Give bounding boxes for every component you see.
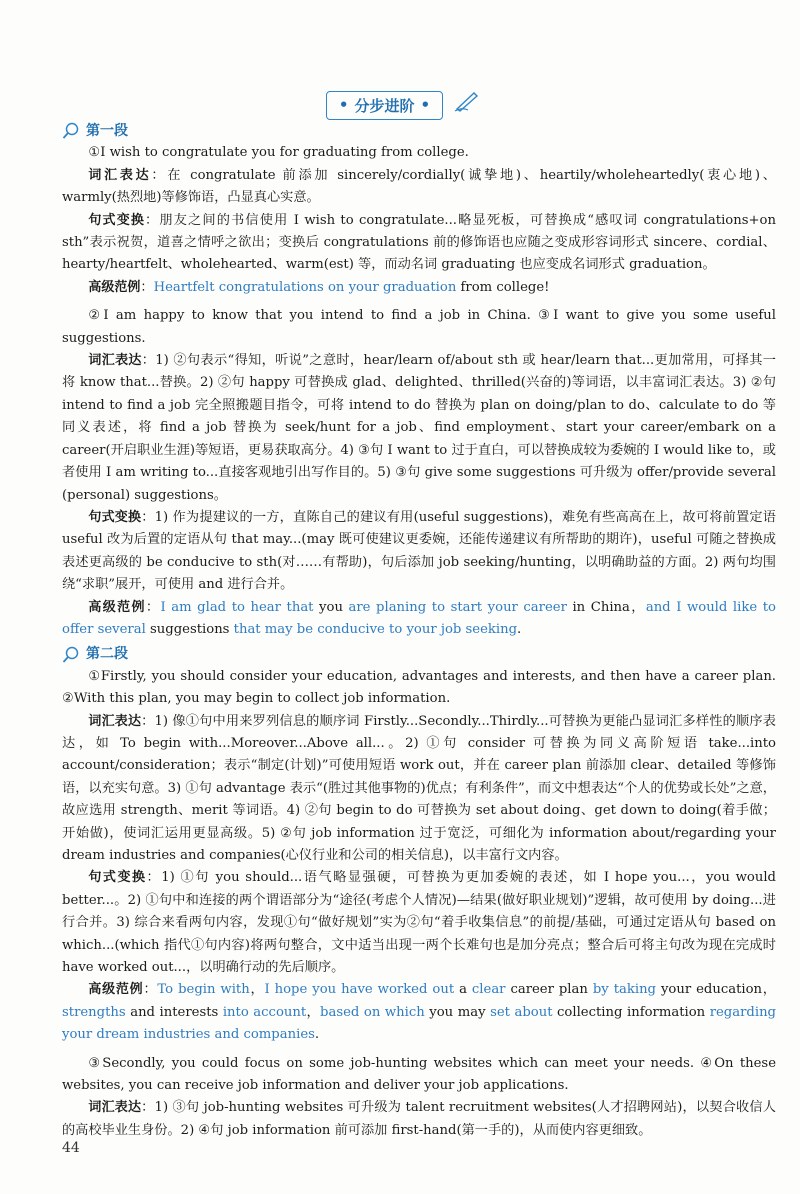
example-text: . [517, 621, 522, 637]
s2-example-1 [62, 979, 776, 1046]
syntax-label: 句式变换 [88, 212, 146, 228]
section-header [0, 88, 800, 120]
main-content [62, 118, 776, 1142]
s1-original-1: ①I wish to congratulate you for graduating from college. [88, 145, 469, 161]
s1-vocab-1 [62, 165, 776, 210]
magnifier-icon [62, 122, 80, 140]
s1-original-2: ②I am happy to know that you intend to find a job in China. ③I want to give you some useful suggestions. [62, 308, 776, 346]
example-highlight: I hope you have worked out [264, 982, 455, 998]
example-text: you may [424, 1004, 491, 1020]
example-highlight: are planing to start your career [348, 599, 567, 615]
example-text: you [313, 599, 349, 615]
section1-title: 第一段 [86, 123, 128, 139]
vocab-label: 词汇表达 [88, 713, 142, 729]
example-text: career plan [505, 982, 593, 998]
example-highlight: that may be conducive to your job seeking [233, 621, 518, 637]
example-text: ， [306, 1004, 321, 1020]
example-highlight: based on which [320, 1004, 425, 1020]
header-badge [326, 91, 443, 120]
example-label: 高级范例 [88, 599, 146, 615]
header-title: 分步进阶 [354, 96, 415, 115]
s1-vocab-2 [62, 350, 776, 507]
section1-heading [62, 120, 776, 142]
header-dot-left: • [338, 96, 349, 114]
vocab-text: ：1) 像①句中用来罗列信息的顺序词 Firstly...Secondly...Thirdly...可替换为更能凸显词汇多样性的顺序表达，如 To begin with...Moreover...Above all...。2) ①句 consider 可替换为同义高阶短语 take...into account/consideration；表示“制定(计划)”可使用短语 work out，并在 career plan 前添加 clear、detailed 等修饰语，以充实句意。3) ①句 advantage 表示“(胜过其他事物的)优点；有利条件”，而文中想表达“个人的优势或长处”之意，故应选用 strength、merit 等词语。4) ②句 begin to do 可替换为 set about doing、get down to doing(着手做；开始做)，使词汇运用更显高级。5) ②句 job information 过于宽泛，可细化为 information about/regarding your dream industries and companies(心仪行业和公司的相关信息)，以丰富行文内容。 [62, 713, 776, 863]
example-text: ： [143, 982, 158, 998]
s1-syntax-1 [62, 210, 776, 277]
example-text: ， [249, 982, 265, 998]
pen-icon [454, 90, 480, 112]
example-label: 高级范例 [88, 279, 141, 295]
example-text: and interests [125, 1004, 223, 1020]
syntax-text: ：1) ①句 you should...语气略显强硬，可替换为更加委婉的表述，如 I hope you...，you would better...。2) ①句中和连接的两个谓语部分为“途径(考虑个人情况)—结果(做好职业规划)”逻辑，故可使用 by doing...进行合并。3) 综合来看两句内容，发现①句“做好规划”实为②句“着手收集信息”的前提/基础，可通过定语从句 based on which...(which 指代①句内容)将两句整合，文中适当出现一两个长难句也是加分亮点；整合后可将主句改为现在完成时 have worked out...，以明确行动的先后顺序。 [62, 870, 776, 976]
s1-syntax-2 [62, 507, 776, 597]
vocab-label: 词汇表达 [88, 167, 152, 183]
vocab-label: 词汇表达 [88, 353, 142, 369]
s2-original-2: ③Secondly, you could focus on some job-hunting websites which can meet your needs. ④On these websites, you can receive job information and deliver your job applications. [62, 1055, 776, 1094]
example-highlight: I am glad to hear that [160, 599, 314, 615]
example-label: 高级范例 [88, 982, 144, 998]
example-text: a [454, 982, 472, 998]
example-highlight: Heartfelt congratulations on your graduation [153, 279, 457, 295]
section2-title: 第二段 [86, 646, 128, 663]
header-dot-right: • [420, 96, 431, 114]
example-text: suggestions [145, 621, 234, 637]
s2-original-1: ①Firstly, you should consider your education, advantages and interests, and then have a career plan. ②With this plan, you may begin to collect job information. [62, 668, 776, 707]
example-highlight: regarding your dream industries and companies [62, 1004, 776, 1043]
vocab-label: 词汇表达 [88, 1100, 142, 1116]
example-colon: ： [140, 279, 154, 295]
syntax-label: 句式变换 [88, 870, 147, 886]
vocab-text: ：1) ③句 job-hunting websites 可升级为 talent recruitment websites(人才招聘网站)，以契合收信人的高校毕业生身份。2) ④句 job information 前可添加 first-hand(第一手的)，从而使内容更细致。 [62, 1100, 776, 1138]
section2-heading [62, 643, 776, 665]
syntax-label: 句式变换 [88, 509, 142, 525]
vocab-text: ：在 congratulate 前添加 sincerely/cordially(诚挚地)、heartily/wholeheartedly(衷心地)、warmly(热烈地)等修饰语，凸显真心实意。 [62, 167, 776, 206]
magnifier-icon [62, 646, 80, 664]
s1-example-2 [62, 597, 776, 642]
vocab-text: ：1) ②句表示“得知，听说”之意时，hear/learn of/about sth 或 hear/learn that...更加常用，可择其一将 know that...替换。2) ②句 happy 可替换成 glad、delighted、thrilled(兴奋的)等词语，以丰富词汇表达。3) ②句 intend to find a job 完全照搬题目指令，可将 intend to do 替换为 plan on doing/plan to do、calculate to do 等同义表述，将 find a job 替换为 seek/hunt for a job、find employment、start your career/embark on a career(开启职业生涯)等短语，更易获取高分。4) ③句 I want to 过于直白，可以替换成较为委婉的 I would like to，或者使用 I am writing to...直接客观地引出写作目的。5) ③句 give some suggestions 可升级为 offer/provide several (personal) suggestions。 [62, 353, 776, 503]
example-text: ： [145, 599, 161, 615]
example-highlight: set about [490, 1004, 553, 1020]
example-text: . [314, 1027, 320, 1043]
example-highlight: strengths [62, 1004, 126, 1020]
syntax-text: ：朋友之间的书信使用 I wish to congratulate...略显死板，可替换成“感叹词 congratulations+on sth”表示祝贺，道喜之情呼之欲出；变换后 congratulations 前的修饰语也应随之变成形容词形式 sincere、cordial、hearty/heartfelt、wholehearted、warm(est) 等，而动名词 graduating 也应变成名词形式 graduation。 [62, 212, 776, 273]
s2-syntax-1 [62, 867, 776, 979]
syntax-text: ：1) 作为提建议的一方，直陈自己的建议有用(useful suggestions)，难免有些高高在上，故可将前置定语 useful 改为后置的定语从句 that may...(may 既可使建议更委婉，还能传递建议有所帮助的期许)，useful 可随之替换成表述更高级的 be conducive to sth(对……有帮助)，句后添加 job seeking/hunting，以明确助益的方面。2) 两句均围绕“求职”展开，可使用 and 进行合并。 [62, 509, 776, 593]
example-highlight: into account [222, 1004, 307, 1020]
s1-example-1 [62, 277, 776, 299]
page-number: 44 [62, 1140, 80, 1156]
example-text: in China， [566, 599, 646, 615]
s2-vocab-2 [62, 1097, 776, 1142]
example-highlight: by taking [592, 982, 656, 998]
s2-vocab-1 [62, 711, 776, 868]
example-text: from college! [456, 279, 550, 295]
example-highlight: and I would like to offer several [62, 599, 776, 637]
example-highlight: To begin with [157, 982, 250, 998]
example-text: your education， [656, 982, 776, 998]
example-text: collecting information [552, 1004, 710, 1020]
example-highlight: clear [471, 982, 506, 998]
